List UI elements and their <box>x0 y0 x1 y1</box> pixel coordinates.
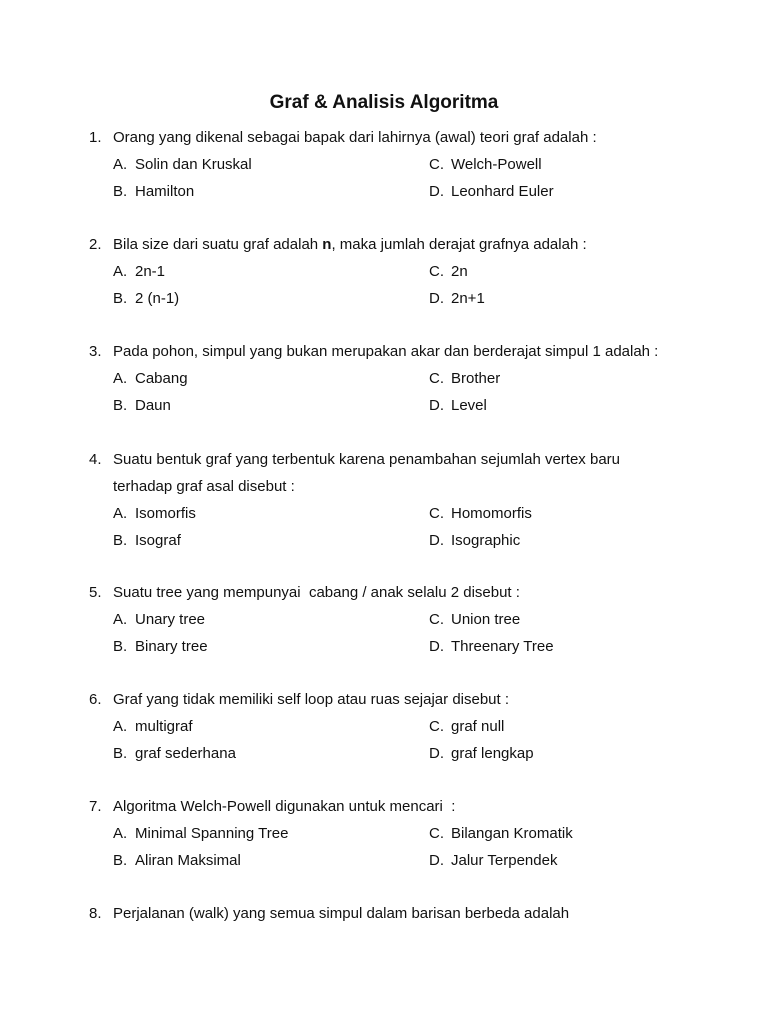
question-number: 6. <box>89 691 102 708</box>
question-text: Suatu bentuk graf yang terbentuk karena penambahan sejumlah vertex baru <box>113 451 620 468</box>
options: A. Isomorfis B. Isograf C. Homomorfis D. Isographic <box>113 505 532 549</box>
question-number: 2. <box>89 236 102 253</box>
question-number: 7. <box>89 798 102 815</box>
options: A. Unary tree B. Binary tree C. Union tree D. Threenary Tree <box>113 611 554 655</box>
question-number: 8. <box>89 905 102 922</box>
question-1 <box>89 124 729 205</box>
question-number: 1. <box>89 129 102 146</box>
question-number: 4. <box>89 451 102 468</box>
question-text: Suatu tree yang mempunyai cabang / anak selalu 2 disebut : <box>113 584 520 601</box>
question-6 <box>89 686 729 767</box>
question-text-line-2: terhadap graf asal disebut : <box>113 478 295 495</box>
question-text: Bila size dari suatu graf adalah n, maka jumlah derajat grafnya adalah : <box>113 236 587 253</box>
question-text: Algoritma Welch-Powell digunakan untuk mencari : <box>113 798 456 815</box>
question-7 <box>89 793 729 874</box>
options: A. 2n-1 B. 2 (n-1) C. 2n D. 2n+1 <box>113 263 485 307</box>
options: A. Solin dan Kruskal B. Hamilton C. Welch-Powell D. Leonhard Euler <box>113 156 554 200</box>
question-number: 5. <box>89 584 102 601</box>
question-8 <box>89 900 729 927</box>
question-number: 3. <box>89 343 102 360</box>
options: A. Minimal Spanning Tree B. Aliran Maksimal C. Bilangan Kromatik D. Jalur Terpendek <box>113 825 573 869</box>
question-text: Graf yang tidak memiliki self loop atau ruas sejajar disebut : <box>113 691 510 708</box>
question-text: Pada pohon, simpul yang bukan merupakan akar dan berderajat simpul 1 adalah : <box>113 343 659 360</box>
question-4 <box>89 446 729 554</box>
question-text: Perjalanan (walk) yang semua simpul dalam barisan berbeda adalah <box>113 905 570 922</box>
options: A. Cabang B. Daun C. Brother D. Level <box>113 370 501 414</box>
question-2 <box>89 231 729 312</box>
question-text: Orang yang dikenal sebagai bapak dari lahirnya (awal) teori graf adalah : <box>113 129 597 146</box>
question-3 <box>89 338 729 419</box>
options: A. multigraf B. graf sederhana C. graf null D. graf lengkap <box>113 718 534 762</box>
bold-variable: n <box>322 236 332 253</box>
page-title: Graf & Analisis Algoritma <box>269 92 499 113</box>
question-5 <box>89 579 729 660</box>
